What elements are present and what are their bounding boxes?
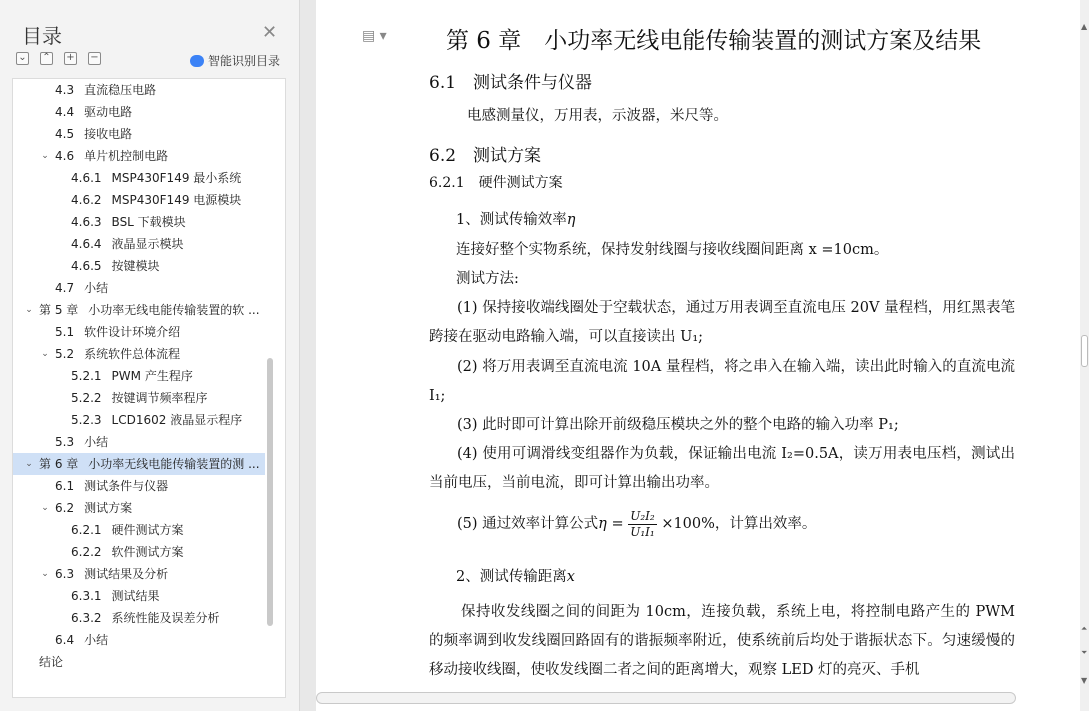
para-step3: (3) 此时即可计算出除开前级稳压模块之外的整个电路的输入功率 P₁; [457, 417, 899, 433]
toc-item-label: 小结 [84, 281, 109, 295]
toc-item-number: 5.2 [55, 347, 75, 361]
toc-item[interactable] [13, 431, 265, 453]
toc-item[interactable] [13, 123, 265, 145]
toc-item-number: 第 5 章 [39, 303, 79, 317]
toc-item[interactable] [13, 453, 265, 475]
toc-item-number: 第 6 章 [39, 457, 79, 471]
toc-item-number: 4.3 [55, 83, 75, 97]
toc-item-label: 单片机控制电路 [84, 149, 169, 163]
toc-item-label: BSL 下载模块 [111, 215, 186, 229]
toc-item[interactable] [13, 277, 265, 299]
toc-item-number: 6.3.1 [71, 589, 102, 603]
efficiency-formula [628, 509, 656, 540]
formula-numerator: U₂I₂ [630, 508, 655, 523]
item-2-label: 2、测试传输距离 [456, 569, 567, 585]
toc-item-label: 小功率无线电能传输装置的测 ... [88, 457, 260, 471]
toc-item[interactable] [13, 651, 265, 673]
section-6-1-title: 6.1 测试条件与仪器 [429, 73, 593, 93]
page-down-icon[interactable]: ⏷ [1081, 648, 1088, 657]
smart-toc-icon [190, 55, 204, 67]
para-distance: 保持收发线圈之间的间距为 10cm，连接负载，系统上电，将控制电路产生的 PWM 的频率调到收发线圈回路固有的谐振频率附近，使系统前后均处于谐振状态下。匀速缓慢的移动接收线圈，使收发线圈二者之间的距离增大，观察 LED 灯的亮灭、手机 [429, 604, 1015, 678]
toc-item-number: 4.6.4 [71, 237, 102, 251]
toc-item-number: 4.6.1 [71, 171, 102, 185]
toc-item[interactable] [13, 563, 265, 585]
toc-item[interactable] [13, 211, 265, 233]
toc-item[interactable] [13, 167, 265, 189]
toc-item-label: 按键调节频率程序 [111, 391, 208, 405]
toc-item-number: 5.1 [55, 325, 75, 339]
toc-panel [0, 0, 300, 711]
toc-item-label: 软件测试方案 [111, 545, 184, 559]
toc-item-label: 小结 [84, 633, 109, 647]
toc-item[interactable] [13, 607, 265, 629]
toc-item-number: 6.4 [55, 633, 75, 647]
document-options-icon[interactable]: ▤ ▾ [362, 28, 387, 44]
toc-item-label: 驱动电路 [84, 105, 133, 119]
toc-item-label: 结论 [39, 655, 64, 669]
toc-item-number: 5.2.1 [71, 369, 102, 383]
para-step1: (1) 保持接收端线圈处于空载状态，通过万用表调至直流电压 20V 量程档，用红黑表笔跨接在驱动电路输入端，可以直接读出 U₁; [429, 300, 1015, 345]
toc-item-number: 4.5 [55, 127, 75, 141]
chevron-down-icon[interactable]: ⌄ [41, 349, 49, 359]
toc-item-number: 6.3 [55, 567, 75, 581]
smart-toc-button[interactable] [190, 52, 280, 69]
toc-item-number: 5.2.2 [71, 391, 102, 405]
step5-eta: η = [598, 516, 624, 532]
toc-item-label: 接收电路 [84, 127, 133, 141]
close-icon[interactable]: ✕ [262, 22, 278, 43]
toc-item[interactable] [13, 255, 265, 277]
chevron-down-icon[interactable]: ⌄ [41, 503, 49, 513]
toc-item[interactable] [13, 497, 265, 519]
document-page [316, 0, 1080, 711]
toc-item-label: 测试结果及分析 [84, 567, 169, 581]
expand-all-icon[interactable]: ⌃ [40, 52, 53, 65]
toc-item[interactable] [13, 409, 265, 431]
toc-item-number: 4.7 [55, 281, 75, 295]
toc-item-number: 6.3.2 [71, 611, 102, 625]
smart-toc-label: 智能识别目录 [208, 54, 281, 68]
para-step4: (4) 使用可调滑线变组器作为负载，保证输出电流 I₂=0.5A，读万用表电压档，测试出当前电压，当前电流，即可计算出输出功率。 [429, 446, 1015, 491]
toc-item[interactable] [13, 585, 265, 607]
toc-item[interactable] [13, 145, 265, 167]
step5-suffix: ×100%，计算出效率。 [661, 516, 817, 532]
collapse-all-icon[interactable]: ⌄ [16, 52, 29, 65]
toc-item-label: 直流稳压电路 [84, 83, 157, 97]
formula-denominator: U₁I₁ [630, 524, 655, 539]
remove-heading-icon[interactable]: − [88, 52, 101, 65]
vertical-scrollbar-thumb[interactable] [1081, 335, 1088, 367]
toc-item-label: 测试结果 [111, 589, 160, 603]
toc-item[interactable] [13, 387, 265, 409]
toc-item-label: 液晶显示模块 [111, 237, 184, 251]
para-step5 [457, 504, 1043, 544]
scroll-down-icon[interactable]: ▼ [1081, 676, 1088, 685]
toc-item[interactable] [13, 365, 265, 387]
toc-item[interactable] [13, 629, 265, 651]
item-2-title [456, 563, 1042, 592]
toc-item[interactable] [13, 321, 265, 343]
toc-item-label: 系统性能及误差分析 [111, 611, 220, 625]
toc-item-label: 系统软件总体流程 [84, 347, 181, 361]
toc-item[interactable] [13, 79, 265, 101]
toc-item-label: LCD1602 液晶显示程序 [111, 413, 243, 427]
toc-item-number: 5.2.3 [71, 413, 102, 427]
item-1-label: 1、测试传输效率 [456, 212, 567, 228]
add-heading-icon[interactable]: + [64, 52, 77, 65]
toc-item-label: 硬件测试方案 [111, 523, 184, 537]
toc-item-number: 4.6 [55, 149, 75, 163]
toc-item-number: 6.2 [55, 501, 75, 515]
toc-item-label: 测试方案 [84, 501, 133, 515]
toc-item-number: 6.2.2 [71, 545, 102, 559]
toc-item-number: 4.6.3 [71, 215, 102, 229]
page-up-icon[interactable]: ⏶ [1081, 624, 1088, 633]
toc-item-number: 5.3 [55, 435, 75, 449]
toc-item-number: 4.6.2 [71, 193, 102, 207]
horizontal-scrollbar[interactable] [316, 692, 1016, 704]
item-2-symbol: x [566, 569, 575, 585]
toc-item-label: PWM 产生程序 [111, 369, 193, 383]
para-method: 测试方法: [456, 271, 519, 287]
toc-list [12, 78, 286, 698]
toc-item[interactable] [13, 475, 265, 497]
para-connect: 连接好整个实物系统，保持发射线圈与接收线圈间距离 x =10cm。 [456, 242, 889, 258]
toc-item-label: MSP430F149 电源模块 [111, 193, 242, 207]
toc-item[interactable] [13, 101, 265, 123]
toc-item-number: 4.6.5 [71, 259, 102, 273]
toc-item[interactable] [13, 541, 265, 563]
scroll-up-icon[interactable]: ▲ [1081, 22, 1088, 31]
chevron-down-icon[interactable]: ⌄ [25, 305, 33, 315]
toc-item[interactable] [13, 189, 265, 211]
toc-item-label: MSP430F149 最小系统 [111, 171, 242, 185]
chevron-down-icon[interactable]: ⌄ [25, 459, 33, 469]
toc-item[interactable] [13, 343, 265, 365]
toc-title: 目录 [22, 24, 62, 48]
toc-item-label: 按键模块 [111, 259, 160, 273]
chevron-down-icon[interactable]: ⌄ [41, 151, 49, 161]
item-1-symbol: η [566, 212, 576, 228]
toc-item-number: 4.4 [55, 105, 75, 119]
chevron-down-icon[interactable]: ⌄ [41, 569, 49, 579]
section-6-2-title: 6.2 测试方案 [429, 146, 542, 166]
toc-item[interactable] [13, 233, 265, 255]
toc-item[interactable] [13, 519, 265, 541]
toc-item-label: 软件设计环境介绍 [84, 325, 181, 339]
chapter-title: 第 6 章 小功率无线电能传输装置的测试方案及结果 [446, 28, 982, 54]
toc-item-label: 测试条件与仪器 [84, 479, 169, 493]
section-6-1-body: 电感测量仪，万用表，示波器，米尺等。 [467, 108, 728, 124]
section-6-2-1-title: 6.2.1 硬件测试方案 [429, 175, 563, 191]
toc-item-label: 小功率无线电能传输装置的软 ... [88, 303, 260, 317]
toc-item-label: 小结 [84, 435, 109, 449]
toc-item-number: 6.2.1 [71, 523, 102, 537]
toc-item[interactable] [13, 299, 265, 321]
step5-prefix: (5) 通过效率计算公式 [457, 516, 599, 532]
toc-scrollbar[interactable] [267, 358, 273, 626]
para-step2: (2) 将万用表调至直流电流 10A 量程档，将之串入在输入端，读出此时输入的直流电流 I₁; [429, 359, 1015, 404]
toc-item-number: 6.1 [55, 479, 75, 493]
item-1-title [456, 206, 1042, 235]
